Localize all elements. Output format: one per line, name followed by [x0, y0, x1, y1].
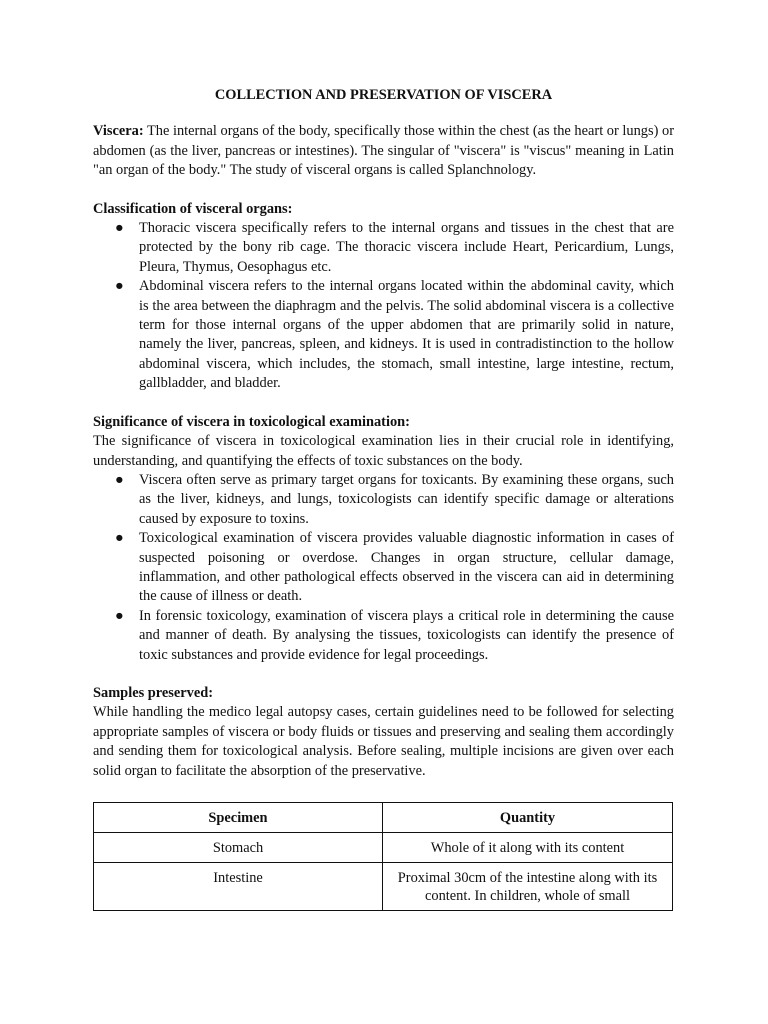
list-item: [93, 471, 674, 529]
list-item: [93, 277, 674, 393]
bullet-icon: ●: [115, 607, 124, 624]
significance-heading: Significance of viscera in toxicological examination:: [93, 413, 410, 430]
column-header-quantity: Quantity: [383, 803, 673, 833]
table-cell-quantity: Whole of it along with its content: [383, 833, 673, 863]
table-row: [94, 833, 673, 863]
list-item-text: Thoracic viscera specifically refers to the internal organs and tissues in the chest that are protected by the bony rib cage. The thoracic viscera include Heart, Pericardium, Lungs, Pleura, Thymus, Oesophagus etc.: [139, 220, 674, 275]
significance-list: [93, 471, 674, 665]
table-cell-specimen: Intestine: [94, 863, 383, 911]
list-item: [93, 607, 674, 665]
specimen-table: [93, 802, 673, 911]
bullet-icon: ●: [115, 530, 124, 547]
table-row: [94, 863, 673, 911]
viscera-definition: [93, 122, 674, 180]
spacer: [93, 181, 674, 200]
viscera-label: Viscera:: [93, 123, 144, 140]
column-header-specimen: Specimen: [94, 803, 383, 833]
list-item-text: Toxicological examination of viscera provides valuable diagnostic information in cases of suspected poisoning or overdose. Changes in organ structure, cellular damage, inflammation, and other pathological effects observed in the viscera can aid in determining the cause of illness or death.: [139, 530, 674, 605]
document-title: COLLECTION AND PRESERVATION OF VISCERA: [214, 87, 553, 103]
spacer: [93, 394, 674, 413]
list-item: [93, 529, 674, 607]
list-item-text: Abdominal viscera refers to the internal organs located within the abdominal cavity, which is the area between the diaphragm and the pelvis. The solid abdominal viscera is a collective term for those internal organs of the upper abdomen that are primarily solid in nature, namely the liver, pancreas, spleen, and kidneys. It is used in contradistinction to the hollow abdominal viscera, which includes, the stomach, small intestine, large intestine, rectum, gallbladder, and bladder.: [139, 278, 674, 392]
samples-heading: Samples preserved:: [93, 684, 214, 701]
bullet-icon: ●: [115, 278, 124, 295]
viscera-text: The internal organs of the body, specifically those within the chest (as the heart or lungs) or abdomen (as the liver, pancreas or intestines). The singular of "viscera" is "viscus" meaning in Latin "an organ of the body." The study of visceral organs is called Splanchnology.: [93, 123, 674, 179]
bullet-icon: ●: [115, 471, 124, 488]
table-cell-specimen: Stomach: [94, 833, 383, 863]
table-header-row: [94, 803, 673, 833]
samples-text: While handling the medico legal autopsy cases, certain guidelines need to be followed for selecting appropriate samples of viscera or body fluids or tissues and preserving and sealing them accordingly and sending them for toxicological analysis. Before sealing, multiple incisions are given over each solid organ to facilitate the absorption of the preservative.: [93, 704, 674, 779]
list-item-text: In forensic toxicology, examination of viscera plays a critical role in determining the cause and manner of death. By analysing the tissues, toxicologists can identify the presence of toxic substances and provide evidence for legal proceedings.: [139, 607, 674, 663]
significance-intro: The significance of viscera in toxicological examination lies in their crucial role in identifying, understanding, and quantifying the effects of toxic substances on the body.: [93, 433, 674, 469]
list-item: [93, 219, 674, 277]
classification-heading: Classification of visceral organs:: [93, 200, 293, 217]
list-item-text: Viscera often serve as primary target organs for toxicants. By examining these organs, such as the liver, kidneys, and lungs, toxicologists can identify specific damage or alterations caused by exposure to toxins.: [139, 471, 674, 527]
spacer: [93, 665, 674, 684]
classification-list: [93, 219, 674, 394]
table-cell-quantity: Proximal 30cm of the intestine along with its content. In children, whole of small: [383, 863, 673, 911]
bullet-icon: ●: [115, 220, 124, 237]
